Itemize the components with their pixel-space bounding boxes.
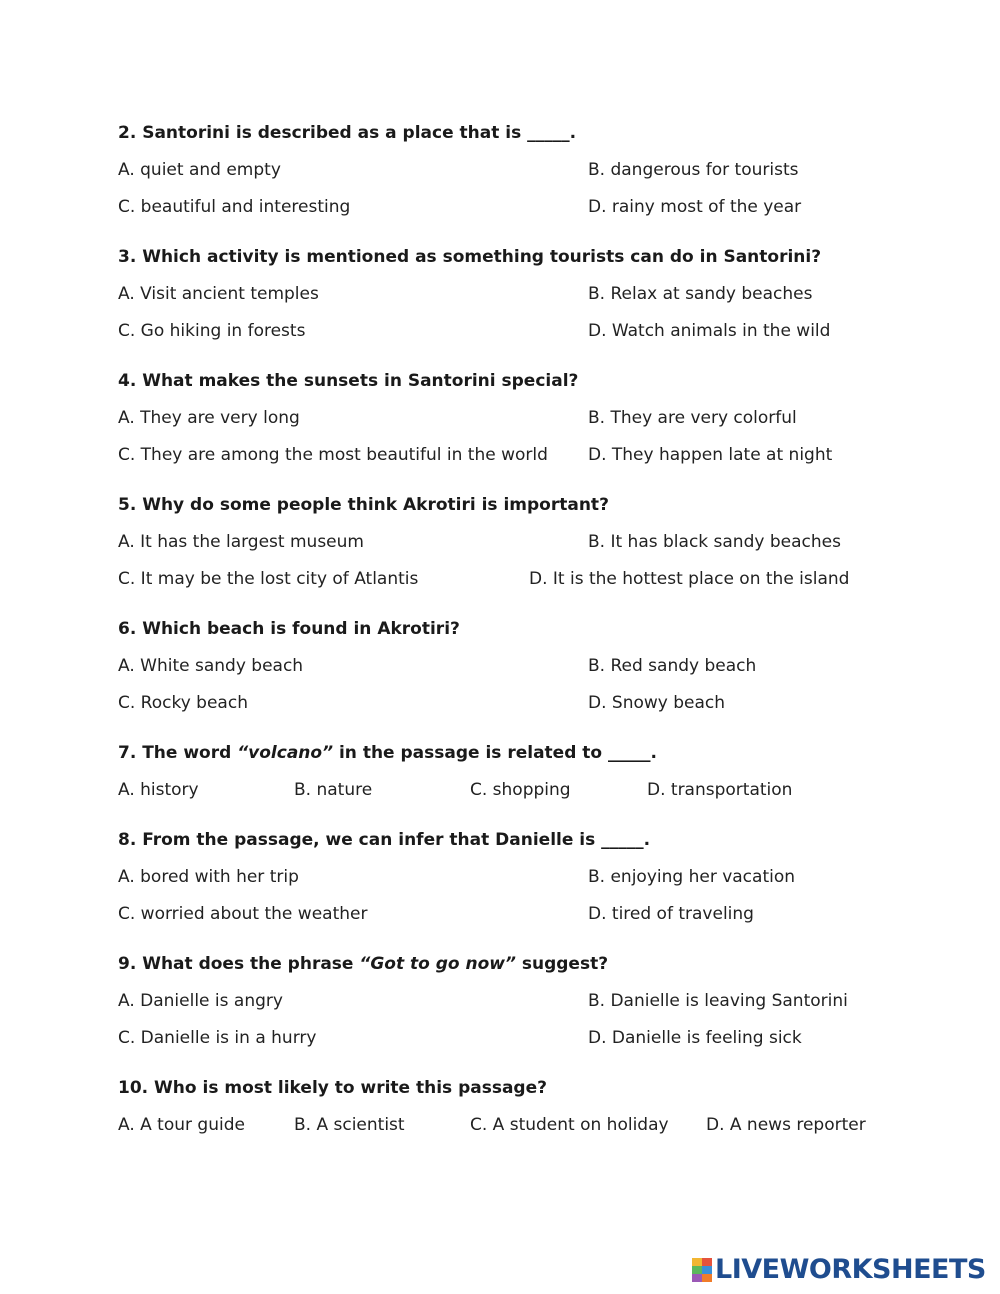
question-3-prompt: 3. Which activity is mentioned as something tourists can do in Santorini? — [118, 247, 822, 267]
question-10-option-b[interactable]: B. A scientist — [294, 1115, 405, 1135]
question-10-option-c[interactable]: C. A student on holiday — [470, 1115, 669, 1135]
logo-mark-cell — [702, 1266, 712, 1274]
question-6-option-a[interactable]: A. White sandy beach — [118, 656, 304, 676]
question-6-prompt: 6. Which beach is found in Akrotiri? — [118, 619, 460, 639]
question-7-prompt: 7. The word “volcano” in the passage is related to _____. — [118, 743, 657, 763]
question-9-option-d[interactable]: D. Danielle is feeling sick — [588, 1028, 802, 1048]
question-9-quoted-phrase: “Got to go now” — [359, 954, 516, 974]
question-6-option-b[interactable]: B. Red sandy beach — [588, 656, 757, 676]
question-9-option-b[interactable]: B. Danielle is leaving Santorini — [588, 991, 848, 1011]
question-2-prompt: 2. Santorini is described as a place that is _____. — [118, 123, 577, 143]
question-8-option-b[interactable]: B. enjoying her vacation — [588, 867, 796, 887]
question-8-prompt: 8. From the passage, we can infer that Danielle is _____. — [118, 830, 651, 850]
question-5-option-a[interactable]: A. It has the largest museum — [118, 532, 364, 552]
question-10-option-a[interactable]: A. A tour guide — [118, 1115, 245, 1135]
logo-mark-cell — [702, 1258, 712, 1266]
question-9-prompt: 9. What does the phrase “Got to go now” suggest? — [118, 954, 609, 974]
question-5-option-b[interactable]: B. It has black sandy beaches — [588, 532, 841, 552]
question-2-option-d[interactable]: D. rainy most of the year — [588, 197, 802, 217]
question-8-option-c[interactable]: C. worried about the weather — [118, 904, 368, 924]
question-7-option-c[interactable]: C. shopping — [470, 780, 571, 800]
question-3-option-b[interactable]: B. Relax at sandy beaches — [588, 284, 813, 304]
question-2-option-c[interactable]: C. beautiful and interesting — [118, 197, 351, 217]
logo-mark-cell — [692, 1274, 702, 1282]
question-9-option-c[interactable]: C. Danielle is in a hurry — [118, 1028, 317, 1048]
question-4-option-b[interactable]: B. They are very colorful — [588, 408, 797, 428]
question-6-option-d[interactable]: D. Snowy beach — [588, 693, 726, 713]
question-8-option-d[interactable]: D. tired of traveling — [588, 904, 754, 924]
question-3-option-a[interactable]: A. Visit ancient temples — [118, 284, 319, 304]
question-5-prompt: 5. Why do some people think Akrotiri is important? — [118, 495, 609, 515]
question-4-option-d[interactable]: D. They happen late at night — [588, 445, 833, 465]
question-7-option-a[interactable]: A. history — [118, 780, 199, 800]
question-2-option-b[interactable]: B. dangerous for tourists — [588, 160, 799, 180]
liveworksheets-logo — [692, 1253, 986, 1287]
logo-mark-cell — [702, 1274, 712, 1282]
question-6-option-c[interactable]: C. Rocky beach — [118, 693, 248, 713]
liveworksheets-logo-icon — [692, 1258, 712, 1282]
question-10-prompt: 10. Who is most likely to write this passage? — [118, 1078, 547, 1098]
question-5-option-d[interactable]: D. It is the hottest place on the island — [529, 569, 850, 589]
question-7-option-b[interactable]: B. nature — [294, 780, 373, 800]
question-9-option-a[interactable]: A. Danielle is angry — [118, 991, 283, 1011]
liveworksheets-logo-text: LIVEWORKSHEETS — [715, 1254, 986, 1285]
question-3-option-c[interactable]: C. Go hiking in forests — [118, 321, 306, 341]
question-8-option-a[interactable]: A. bored with her trip — [118, 867, 299, 887]
logo-mark-cell — [692, 1258, 702, 1266]
question-4-prompt: 4. What makes the sunsets in Santorini special? — [118, 371, 579, 391]
question-3-option-d[interactable]: D. Watch animals in the wild — [588, 321, 831, 341]
question-4-option-a[interactable]: A. They are very long — [118, 408, 300, 428]
question-10-option-d[interactable]: D. A news reporter — [706, 1115, 866, 1135]
question-7-option-d[interactable]: D. transportation — [647, 780, 793, 800]
question-5-option-c[interactable]: C. It may be the lost city of Atlantis — [118, 569, 419, 589]
question-2-option-a[interactable]: A. quiet and empty — [118, 160, 281, 180]
question-4-option-c[interactable]: C. They are among the most beautiful in the world — [118, 445, 548, 465]
question-7-quoted-word: “volcano” — [237, 743, 334, 763]
logo-mark-cell — [692, 1266, 702, 1274]
